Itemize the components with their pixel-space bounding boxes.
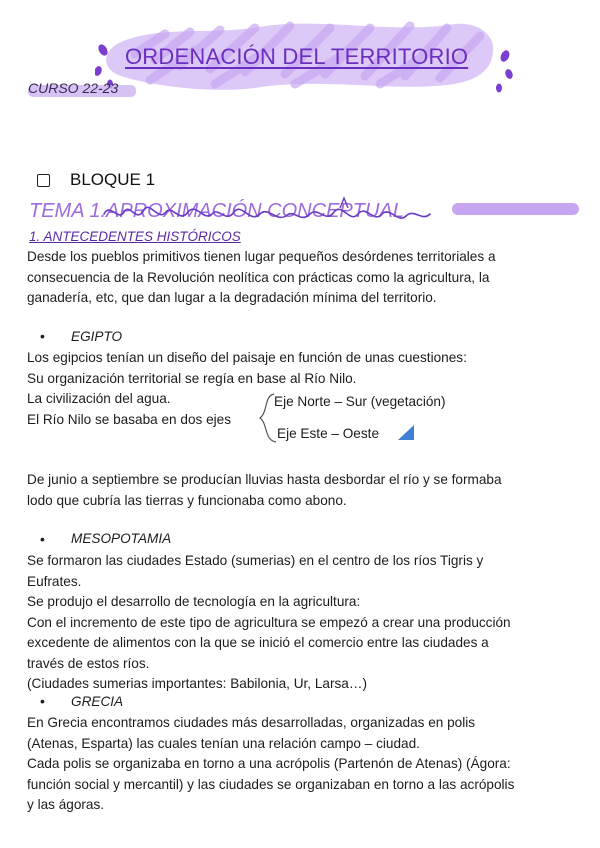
intro-paragraph: [27, 247, 567, 309]
grecia-line: En Grecia encontramos ciudades más desarrolladas, organizadas en polis: [27, 715, 476, 730]
grecia-line: y las ágoras.: [27, 797, 105, 812]
egipto-after-line: lodo que cubría las tierras y funcionaba como abono.: [27, 492, 347, 508]
egipto-line: El Río Nilo se basaba en dos ejes: [27, 411, 232, 427]
mesopotamia-line: Se formaron las ciudades Estado (sumerias) en el centro de los ríos Tigris y: [27, 553, 484, 568]
egipto-line: Los egipcios tenían un diseño del paisaje en función de unas cuestiones:: [27, 350, 467, 365]
block-checkbox[interactable]: [37, 174, 50, 187]
page-title: ORDENACIÓN DEL TERRITORIO: [125, 44, 469, 69]
block-title: BLOQUE 1: [70, 170, 156, 189]
mesopotamia-line: Con el incremento de este tipo de agricultura se empezó a crear una producción: [27, 614, 511, 630]
egipto-after-paragraph: [27, 470, 567, 511]
course-label: CURSO 22-23: [28, 80, 119, 96]
grecia-paragraph: [27, 713, 567, 816]
egipto-line: Su organización territorial se regía en base al Río Nilo.: [27, 370, 357, 386]
grecia-line: Cada polis se organizaba en torno a una acrópolis (Partenón de Atenas) (Ágora:: [27, 756, 511, 771]
egipto-after-line: De junio a septiembre se producían lluvias hasta desbordar el río y se formaba: [27, 472, 502, 487]
grecia-line: función social y mercantil) y las ciudades se organizaban en torno a las acrópolis: [27, 776, 515, 792]
corner-triangle-icon: [398, 425, 414, 440]
mesopotamia-line: Se produjo el desarrollo de tecnología en la agricultura:: [27, 594, 361, 609]
mesopotamia-line: (Ciudades sumerias importantes: Babilonia, Ur, Larsa…): [27, 676, 367, 691]
egipto-label: EGIPTO: [71, 329, 123, 344]
tema-title: TEMA 1.APROXIMACIÓN CONCEPTUAL: [29, 200, 404, 222]
bullet-mesopotamia: •: [40, 531, 45, 547]
intro-line: Desde los pueblos primitivos tienen lugar pequeños desórdenes territoriales a: [27, 249, 496, 264]
mesopotamia-line: excedente de alimentos con la que se inició el comercio entre las ciudades a: [27, 635, 489, 650]
grecia-line: (Atenas, Esparta) las cuales tenían una relación campo – ciudad.: [27, 735, 420, 751]
tema-highlight-bar: [452, 203, 579, 215]
axis-north-south: Eje Norte – Sur (vegetación): [274, 394, 446, 409]
grecia-label: GRECIA: [71, 694, 124, 709]
mesopotamia-line: Eufrates.: [27, 573, 82, 589]
intro-line: consecuencia de la Revolución neolítica con prácticas como la agricultura, la: [27, 269, 490, 285]
mesopotamia-line: través de estos ríos.: [27, 655, 150, 671]
egipto-line: La civilización del agua.: [27, 391, 171, 406]
intro-line: ganadería, etc, que dan lugar a la degradación mínima del territorio.: [27, 290, 437, 305]
bullet-grecia: •: [40, 693, 45, 709]
section-heading: 1. ANTECEDENTES HISTÓRICOS: [29, 229, 241, 244]
handwritten-annotation: [100, 194, 450, 230]
bullet-egipto: •: [40, 328, 45, 344]
egipto-paragraph: [27, 348, 567, 430]
mesopotamia-paragraph: [27, 551, 567, 695]
mesopotamia-label: MESOPOTAMIA: [71, 531, 172, 546]
axis-east-west: Eje Este – Oeste: [277, 426, 380, 441]
